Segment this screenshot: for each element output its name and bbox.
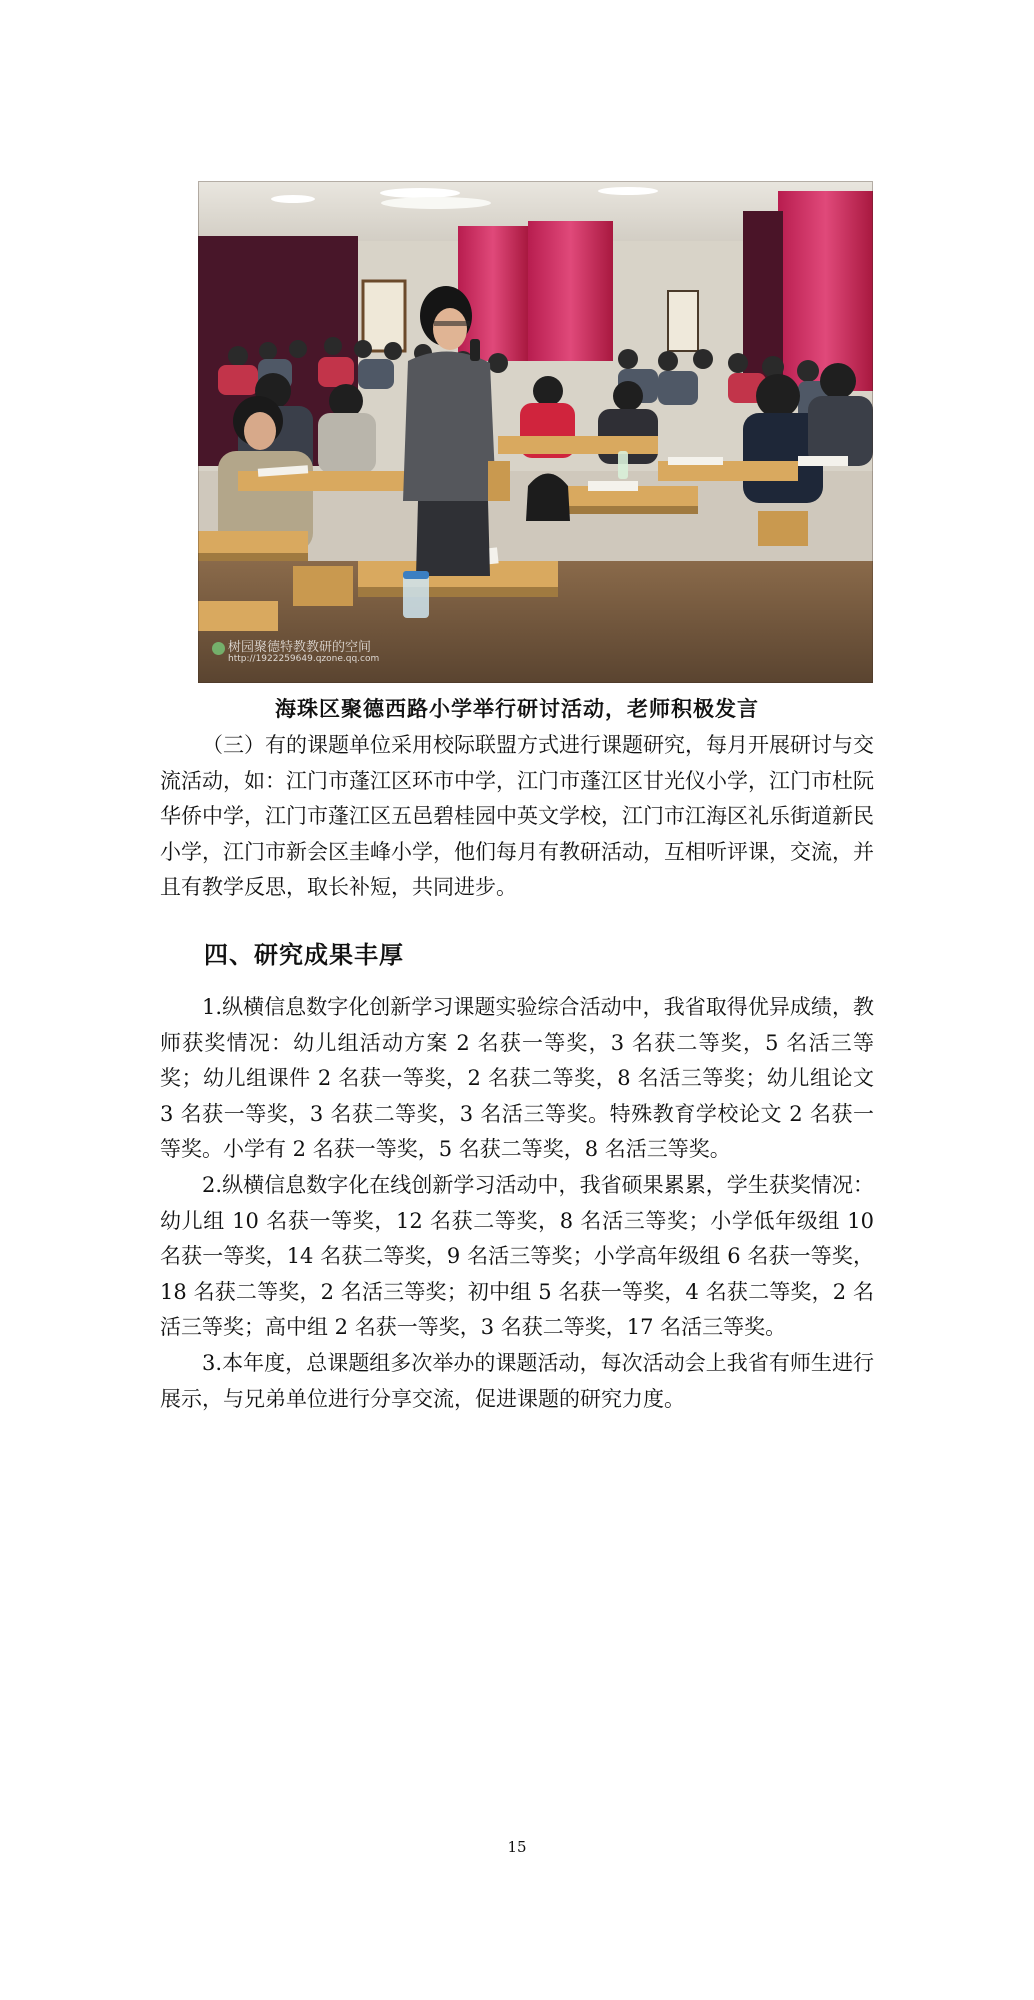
watermark-icon: [212, 642, 225, 655]
watermark-text: 树园聚德特教教研的空间: [228, 640, 372, 655]
section-heading: 四、研究成果丰厚: [204, 940, 404, 969]
photo-caption: 海珠区聚德西路小学举行研讨活动，老师积极发言: [275, 696, 759, 721]
page-number: 15: [507, 1838, 527, 1856]
classroom-photo-illustration: [198, 181, 873, 683]
result-paragraph-2: 2.纵横信息数字化在线创新学习活动中，我省硕果累累，学生获奖情况：幼儿组 10 名获一等奖，12 名获二等奖，8 名活三等奖；小学低年级组 10 名获一等奖，14 名获二等奖，9 名活三等奖；小学高年级组 6 名获一等奖，18 名获二等奖，2 名活三等奖；初中组 5 名获一等奖，4 名获二等奖，2 名活三等奖；高中组 2 名获一等奖，3 名获二等奖，17 名活三等奖。: [160, 1173, 874, 1339]
classroom-photo: [198, 181, 873, 683]
photo-watermark: [212, 641, 442, 675]
paragraph-alliance: （三）有的课题单位采用校际联盟方式进行课题研究，每月开展研讨与交流活动，如：江门市蓬江区环市中学，江门市蓬江区甘光仪小学，江门市杜阮华侨中学，江门市蓬江区五邑碧桂园中英文学校，江门市江海区礼乐街道新民小学，江门市新会区圭峰小学，他们每月有教研活动，互相听评课，交流，并且有教学反思，取长补短，共同进步。: [160, 733, 874, 899]
result-paragraph-3: 3.本年度，总课题组多次举办的课题活动，每次活动会上我省有师生进行展示，与兄弟单位进行分享交流，促进课题的研究力度。: [160, 1351, 874, 1411]
watermark-url: http://1922259649.qzone.qq.com: [228, 654, 380, 665]
result-paragraph-1: 1.纵横信息数字化创新学习课题实验综合活动中，我省取得优异成绩，教师获奖情况：幼儿组活动方案 2 名获一等奖，3 名获二等奖，5 名活三等奖；幼儿组课件 2 名获一等奖，2 名获二等奖，8 名活三等奖；幼儿组论文 3 名获一等奖，3 名获二等奖，3 名活三等奖。特殊教育学校论文 2 名获一等奖。小学有 2 名获一等奖，5 名获二等奖，8 名活三等奖。: [160, 995, 874, 1161]
